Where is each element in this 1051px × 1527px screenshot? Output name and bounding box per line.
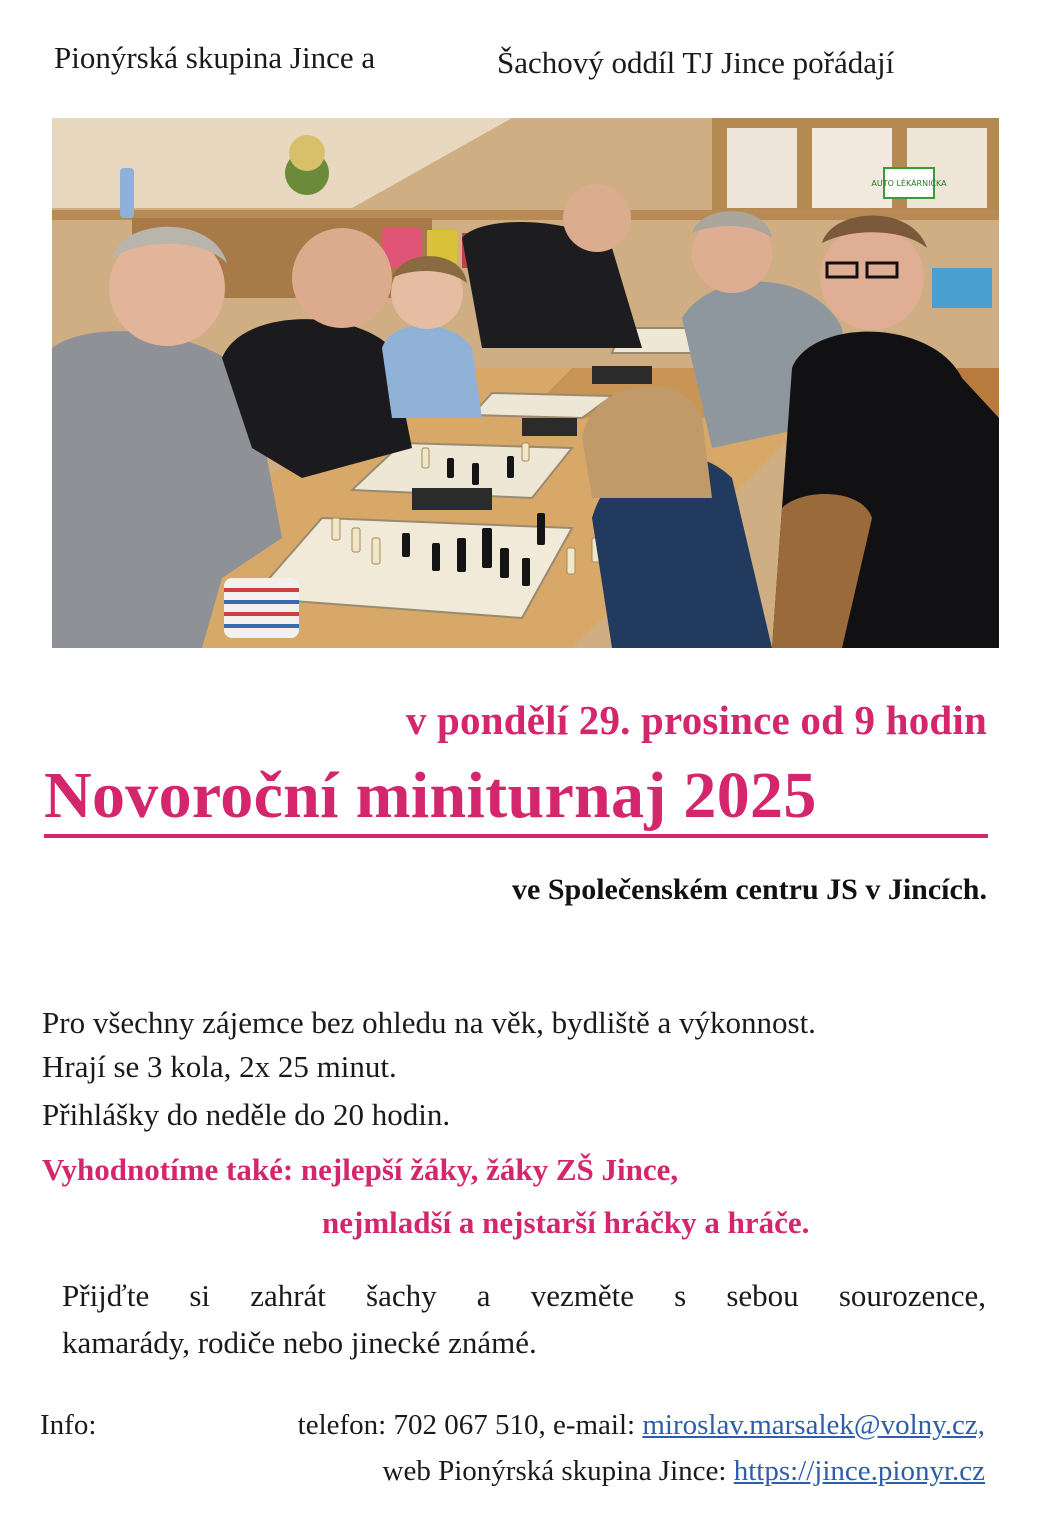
organizer-right: Šachový oddíl TJ Jince pořádají (497, 45, 895, 80)
details-registration: Přihlášky do neděle do 20 hodin. (42, 1097, 451, 1132)
invitation-paragraph (62, 1272, 986, 1366)
awards-line-2: nejmladší a nejstarší hráčky a hráče. (322, 1205, 810, 1240)
phone-text: telefon: 702 067 510, e-mail: (297, 1409, 643, 1441)
event-date: v pondělí 29. prosince od 9 hodin (405, 697, 987, 743)
details-rounds: Hrají se 3 kola, 2x 25 minut. (42, 1049, 397, 1084)
organizer-left: Pionýrská skupina Jince a (54, 40, 376, 75)
details-eligibility: Pro všechny zájemce bez ohledu na věk, bydliště a výkonnost. (42, 1005, 816, 1040)
web-line (383, 1455, 985, 1488)
title-underline (44, 834, 988, 838)
contact-line (298, 1409, 985, 1442)
event-title: Novoroční miniturnaj 2025 (44, 759, 817, 832)
invitation-line-1: Přijďte si zahrát šachy a vezměte s sebou sourozence, (62, 1278, 986, 1313)
web-link[interactable]: https://jince.pionyr.cz (733, 1455, 985, 1487)
awards-line-1: Vyhodnotíme také: nejlepší žáky, žáky ZŠ Jince, (42, 1152, 679, 1187)
web-text: web Pionýrská skupina Jince: (382, 1455, 734, 1487)
email-link[interactable]: miroslav.marsalek@volny.cz, (642, 1409, 985, 1441)
first-aid-sign: AUTO LÉKÁRNIČKA (871, 179, 947, 188)
info-label: Info: (40, 1409, 97, 1441)
invitation-line-2: kamarády, rodiče nebo jinecké známé. (62, 1325, 537, 1360)
event-venue: ve Společenském centru JS v Jincích. (512, 873, 987, 906)
chess-tournament-photo (52, 118, 999, 648)
